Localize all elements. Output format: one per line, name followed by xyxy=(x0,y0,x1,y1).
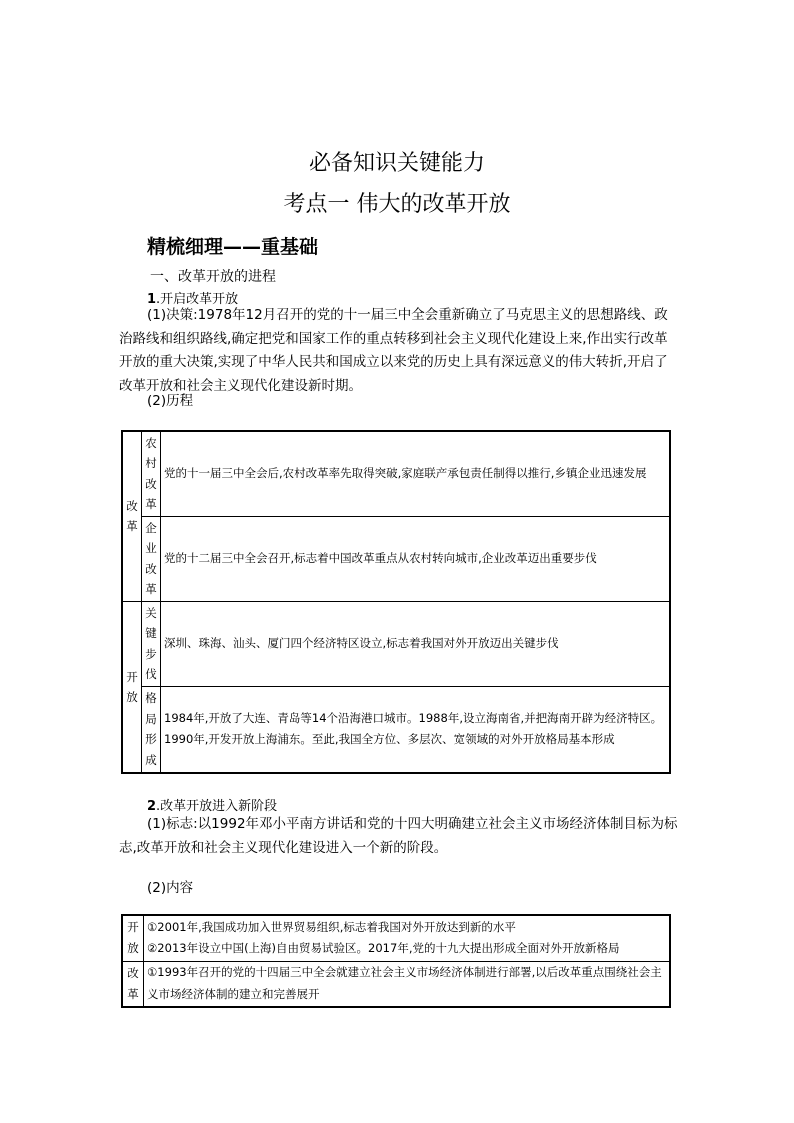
table-row xyxy=(122,431,670,516)
reform-category-cell: 改革 xyxy=(122,961,144,1007)
item2-paragraph: (1)标志:以1992年邓小平南方讲话和党的十四大明确建立社会主义市场经济体制目标为标志,改革开放和社会主义现代化建设进入一个新的阶段。 xyxy=(119,816,678,856)
table-row xyxy=(122,601,670,686)
table-cell-text: 党的十一届三中全会后,农村改革率先取得突破,家庭联产承包责任制得以推行,乡镇企业迅速发展 xyxy=(161,431,671,516)
subcategory-cell: 农村改革 xyxy=(142,431,161,516)
table-cell-text: 1984年,开放了大连、青岛等14个沿海港口城市。1988年,设立海南省,并把海南开辟为经济特区。1990年,开发开放上海浦东。至此,我国全方位、多层次、宽领域的对外开放格局基本形成 xyxy=(161,686,671,773)
subcategory-cell: 格局形成 xyxy=(142,686,161,773)
item2-sub2: (2)内容 xyxy=(147,880,194,896)
part1-heading: 一、改革开放的进程 xyxy=(150,269,276,285)
table-cell-text xyxy=(144,915,671,961)
table-row xyxy=(122,961,670,1007)
opening-category-cell: 开放 xyxy=(122,915,144,961)
table-row xyxy=(122,915,670,961)
section-heading: 精梳细理——重基础 xyxy=(147,236,319,258)
item2-label: .改革开放进入新阶段 xyxy=(156,799,278,814)
item1-sub2: (2)历程 xyxy=(147,393,194,409)
table-row xyxy=(122,516,670,601)
table-cell-text: 党的十二届三中全会召开,标志着中国改革重点从农村转向城市,企业改革迈出重要步伐 xyxy=(161,516,671,601)
new-stage-content-table xyxy=(121,914,671,1008)
item1-label: .开启改革开放 xyxy=(156,292,239,307)
reform-category-cell: 改革 xyxy=(122,431,142,601)
item2-heading xyxy=(147,795,277,814)
item2-number: 2 xyxy=(147,799,157,814)
table-cell-text: 深圳、珠海、汕头、厦门四个经济特区设立,标志着我国对外开放迈出关键步伐 xyxy=(161,601,671,686)
item1-paragraph: (1)决策:1978年12月召开的党的十一届三中全会重新确立了马克思主义的思想路线、政治路线和组织路线,确定把党和国家工作的重点转移到社会主义现代化建设上来,作出实行改革开放的重大决策,实现了中华人民共和国成立以来党的历史上具有深远意义的伟大转折,开启了改革开放和社会主义现代化建设新时期。 xyxy=(119,307,668,394)
opening-line-1: ①2001年,我国成功加入世界贸易组织,标志着我国对外开放达到新的水平 xyxy=(147,919,516,934)
item1-number: 1 xyxy=(147,292,157,307)
reform-opening-process-table xyxy=(121,430,671,774)
subcategory-cell: 关键步伐 xyxy=(142,601,161,686)
subcategory-cell: 企业改革 xyxy=(142,516,161,601)
page-subtitle: 考点一 伟大的改革开放 xyxy=(283,192,511,217)
table-row xyxy=(122,686,670,773)
opening-category-cell: 开放 xyxy=(122,601,142,773)
opening-line-2: ②2013年设立中国(上海)自由贸易试验区。2017年,党的十九大提出形成全面对外开放新格局 xyxy=(147,941,620,956)
table-cell-text: ①1993年召开的党的十四届三中全会就建立社会主义市场经济体制进行部署,以后改革重点围绕社会主义市场经济体制的建立和完善展开 xyxy=(144,961,671,1007)
page-title: 必备知识关键能力 xyxy=(308,151,485,176)
